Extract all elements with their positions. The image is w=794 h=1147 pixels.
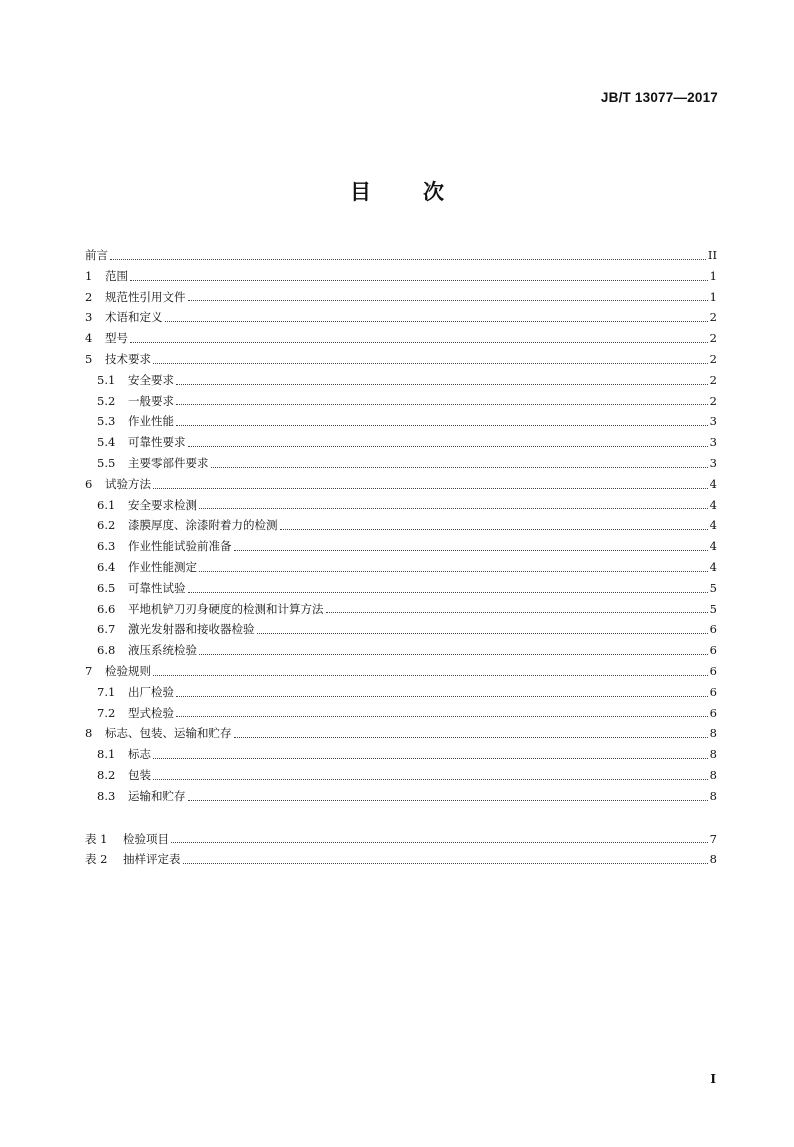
toc-entry-number: 6.7 [97, 622, 116, 637]
toc-entry-number: 4 [85, 331, 93, 346]
dot-leader [183, 862, 708, 864]
dot-leader [176, 695, 708, 697]
dot-leader [188, 591, 708, 593]
toc-entry-number: 2 [85, 289, 93, 304]
title-char-1: 目 [350, 180, 371, 204]
toc-entry[interactable] [85, 391, 717, 412]
toc-entry-page: 5 [709, 601, 717, 616]
dot-leader [257, 632, 708, 634]
title-char-2: 次 [423, 180, 444, 204]
toc-entry-number: 8 [85, 726, 93, 741]
toc-entry[interactable] [85, 557, 717, 578]
toc-entry-label: 平地机铲刀刃身硬度的检测和计算方法 [128, 601, 324, 616]
toc-entry-page: 4 [709, 497, 717, 512]
toc-entry-page: 2 [709, 310, 717, 325]
toc-entry-label: 主要零部件要求 [128, 455, 209, 470]
page-number: I [710, 1072, 716, 1086]
toc-entry[interactable] [85, 328, 717, 349]
toc-entry-page: 6 [709, 684, 717, 699]
toc-entry-page: 8 [709, 726, 717, 741]
toc-entry-number: 5.4 [97, 435, 116, 450]
toc-entry-number: 8.2 [97, 767, 116, 782]
toc-entry-page: 4 [709, 476, 717, 491]
toc-entry-number: 5.5 [97, 455, 116, 470]
toc-entry-label: 出厂检验 [128, 684, 174, 699]
toc-entry-page: 5 [709, 580, 717, 595]
toc-entry-number: 6 [85, 476, 93, 491]
toc-entry-label: 型号 [105, 331, 128, 346]
dot-leader [280, 528, 708, 530]
toc-entry-label: 检验项目 [123, 831, 169, 846]
dot-leader [153, 778, 708, 780]
toc-entry-label: 一般要求 [128, 393, 174, 408]
toc-entry-number: 7.1 [97, 684, 116, 699]
toc-entry-label: 规范性引用文件 [105, 289, 186, 304]
toc-table-entry[interactable] [85, 849, 717, 870]
toc-entry-number: 5.1 [97, 372, 116, 387]
dot-leader [153, 362, 708, 364]
toc-entry[interactable] [85, 619, 717, 640]
toc-entry-number: 表 2 [85, 852, 108, 867]
toc-entry[interactable] [85, 786, 717, 807]
toc-entry-number: 1 [85, 268, 93, 283]
dot-leader [188, 445, 708, 447]
toc-entry-label: 范围 [105, 268, 128, 283]
toc-entry-number: 6.6 [97, 601, 116, 616]
toc-entry-label: 抽样评定表 [123, 852, 181, 867]
toc-entry-number: 3 [85, 310, 93, 325]
toc-entry[interactable] [85, 307, 717, 328]
toc-entry-number: 8.3 [97, 788, 116, 803]
toc-entry-label: 可靠性要求 [128, 435, 186, 450]
toc-entry[interactable] [85, 287, 717, 308]
toc-entry-number: 6.2 [97, 518, 116, 533]
toc-entry-label: 试验方法 [105, 476, 151, 491]
toc-entry-page: 1 [709, 289, 717, 304]
section-gap [85, 807, 717, 829]
toc-entry-label: 激光发射器和接收器检验 [128, 622, 255, 637]
toc-entry-label: 作业性能 [128, 414, 174, 429]
toc-entry-number: 表 1 [85, 831, 108, 846]
toc-entry-page: 6 [709, 643, 717, 658]
dot-leader [153, 487, 708, 489]
dot-leader [199, 507, 708, 509]
dot-leader [326, 611, 708, 613]
toc-entry-page: 2 [709, 372, 717, 387]
toc-table-entry[interactable] [85, 829, 717, 850]
dot-leader [153, 757, 708, 759]
dot-leader [110, 258, 706, 260]
dot-leader [188, 299, 708, 301]
toc-entry-number: 6.5 [97, 580, 116, 595]
toc-entry-number: 5.3 [97, 414, 116, 429]
toc-entry-page: 4 [709, 518, 717, 533]
toc-entry-label: 术语和定义 [105, 310, 163, 325]
toc-entry[interactable] [85, 453, 717, 474]
toc-entry-label: 标志 [128, 747, 151, 762]
toc-entry-label: 运输和贮存 [128, 788, 186, 803]
toc-entry[interactable] [85, 744, 717, 765]
dot-leader [176, 715, 708, 717]
toc-entry[interactable] [85, 578, 717, 599]
toc-entry-label: 安全要求检测 [128, 497, 197, 512]
toc-entry-label: 可靠性试验 [128, 580, 186, 595]
toc-entry-page: 8 [709, 788, 717, 803]
toc-entry-page: 8 [709, 767, 717, 782]
toc-entry-label: 包装 [128, 767, 151, 782]
toc-entry-page: 6 [709, 622, 717, 637]
toc-entry[interactable] [85, 640, 717, 661]
toc-entry-number: 5 [85, 351, 93, 366]
standard-code: JB/T 13077—2017 [600, 90, 718, 105]
toc-entry-label: 液压系统检验 [128, 643, 197, 658]
toc-entry[interactable] [85, 495, 717, 516]
dot-leader [234, 549, 708, 551]
dot-leader [130, 279, 708, 281]
toc-entry[interactable] [85, 245, 717, 266]
dot-leader [234, 736, 708, 738]
dot-leader [153, 674, 708, 676]
toc-entry-page: 7 [709, 831, 717, 846]
toc-entry[interactable] [85, 765, 717, 786]
table-of-contents [85, 245, 717, 870]
toc-entry-page: 1 [709, 268, 717, 283]
toc-entry-page: 4 [709, 539, 717, 554]
dot-leader [188, 799, 708, 801]
toc-entry-number: 7.2 [97, 705, 116, 720]
toc-entry[interactable] [85, 266, 717, 287]
toc-entry-page: 8 [709, 852, 717, 867]
dot-leader [176, 383, 708, 385]
toc-entry[interactable] [85, 432, 717, 453]
toc-entry-number: 6.8 [97, 643, 116, 658]
toc-entry[interactable] [85, 723, 717, 744]
toc-entry[interactable] [85, 536, 717, 557]
toc-entry-page: 2 [709, 331, 717, 346]
dot-leader [176, 403, 708, 405]
toc-entry[interactable] [85, 515, 717, 536]
toc-entry-number: 7 [85, 663, 93, 678]
toc-entry-label: 检验规则 [105, 663, 151, 678]
toc-entry-label: 漆膜厚度、涂漆附着力的检测 [128, 518, 278, 533]
toc-entry[interactable] [85, 599, 717, 620]
toc-entry-label: 安全要求 [128, 372, 174, 387]
toc-entry-number: 8.1 [97, 747, 116, 762]
toc-entry[interactable] [85, 682, 717, 703]
dot-leader [176, 424, 708, 426]
toc-entry-page: 6 [709, 663, 717, 678]
toc-entry-label: 型式检验 [128, 705, 174, 720]
toc-entry-number: 6.4 [97, 559, 116, 574]
toc-entry[interactable] [85, 661, 717, 682]
dot-leader [165, 320, 708, 322]
toc-entry-page: II [707, 248, 717, 262]
toc-entry[interactable] [85, 349, 717, 370]
toc-entry-page: 2 [709, 351, 717, 366]
dot-leader [130, 341, 708, 343]
toc-entry-label: 技术要求 [105, 351, 151, 366]
toc-entry[interactable] [85, 370, 717, 391]
dot-leader [199, 653, 708, 655]
toc-entry-page: 3 [709, 435, 717, 450]
toc-entry[interactable] [85, 703, 717, 724]
toc-entry-page: 8 [709, 747, 717, 762]
toc-entry[interactable] [85, 474, 717, 495]
toc-entry-page: 3 [709, 455, 717, 470]
toc-entry-page: 3 [709, 414, 717, 429]
toc-entry-number: 6.3 [97, 539, 116, 554]
dot-leader [171, 841, 708, 843]
page-title [0, 176, 794, 206]
dot-leader [211, 466, 708, 468]
toc-entry-label: 作业性能试验前准备 [128, 539, 232, 554]
toc-entry-label: 前言 [85, 248, 108, 262]
toc-entry[interactable] [85, 411, 717, 432]
dot-leader [199, 570, 708, 572]
toc-entry-number: 5.2 [97, 393, 116, 408]
toc-entry-label: 标志、包装、运输和贮存 [105, 726, 232, 741]
toc-entry-number: 6.1 [97, 497, 116, 512]
toc-entry-page: 4 [709, 559, 717, 574]
toc-entry-page: 6 [709, 705, 717, 720]
toc-entry-page: 2 [709, 393, 717, 408]
toc-entry-label: 作业性能测定 [128, 559, 197, 574]
